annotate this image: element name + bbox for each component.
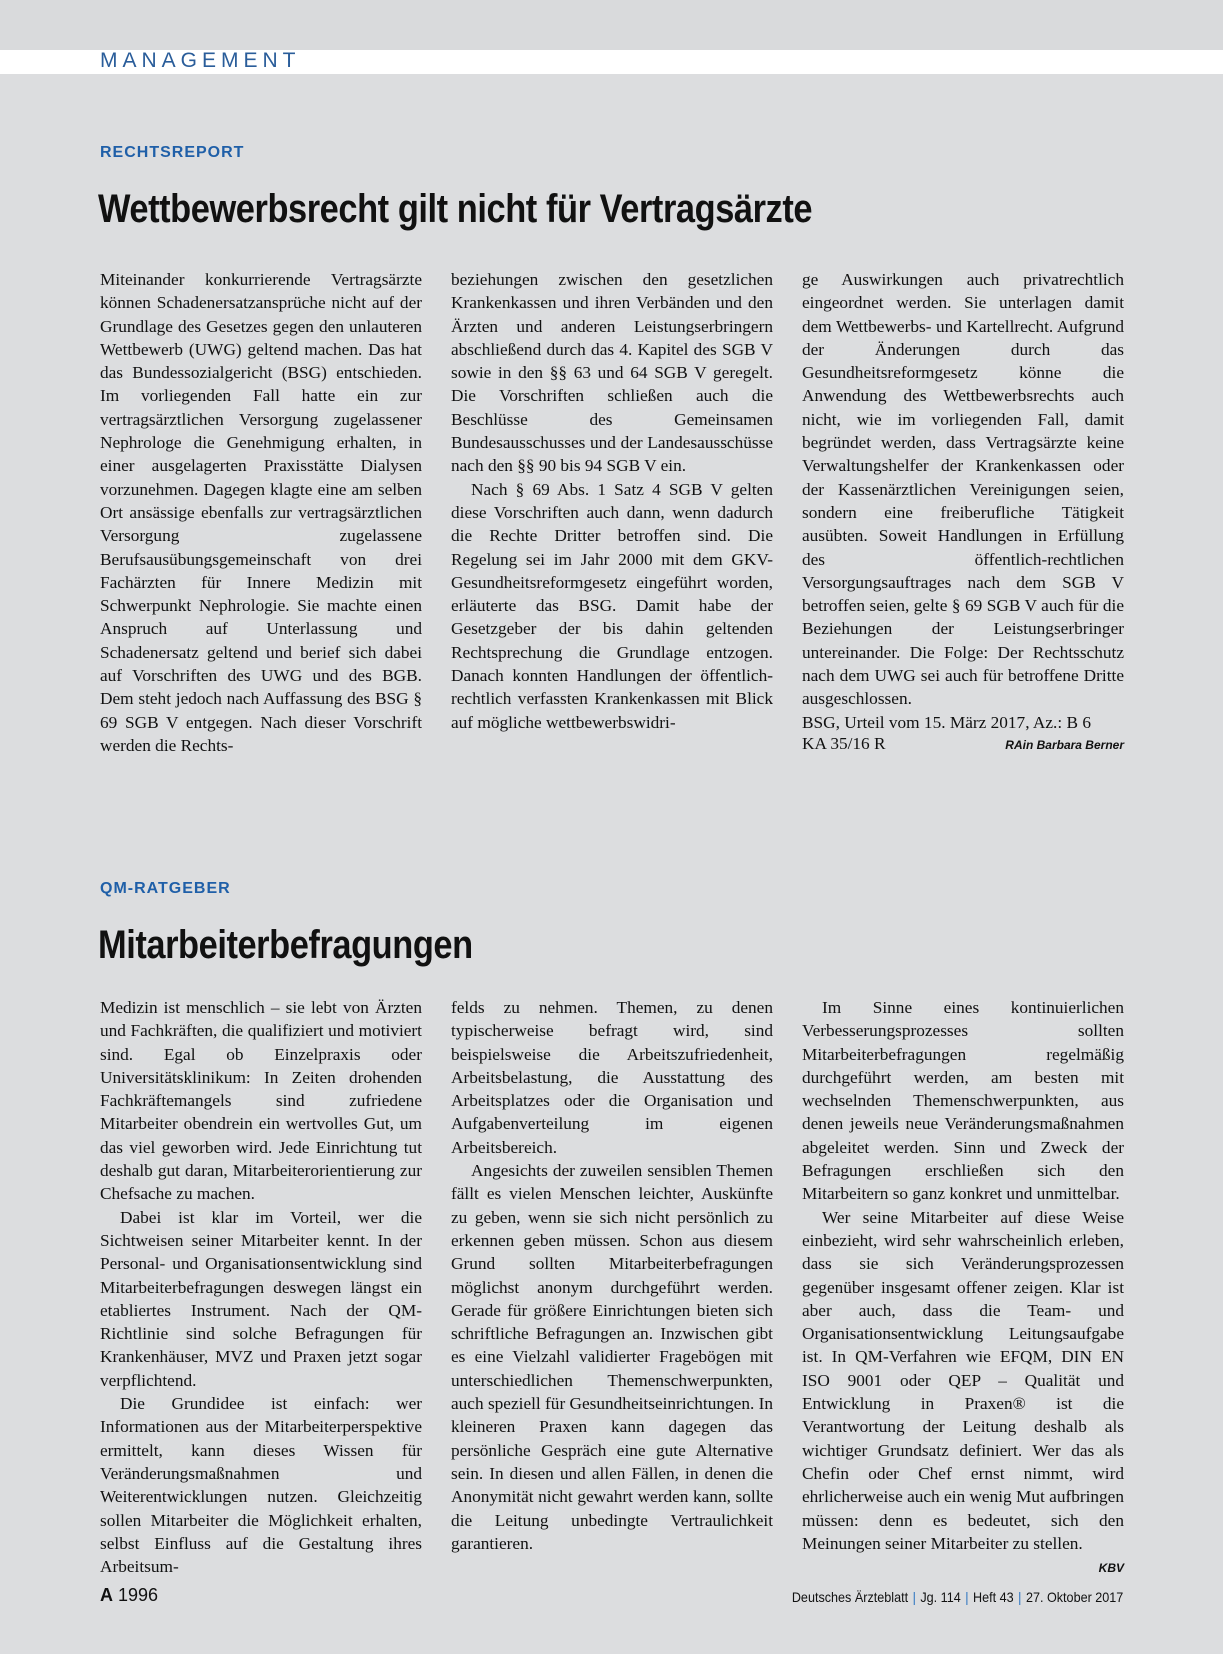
- article2-column-2: [451, 996, 773, 1578]
- journal-issue: Heft 43: [972, 1589, 1014, 1605]
- article1-kicker: RECHTSREPORT: [100, 144, 245, 161]
- article2-column-1: [100, 996, 422, 1578]
- reference-line-b: KA 35/16 R: [802, 733, 886, 753]
- paragraph: Nach § 69 Abs. 1 Satz 4 SGB V gelten diese Vorschriften auch dann, wenn dadurch die Rechte Dritter betroffen sind. Die Regelung sei im Jahr 2000 mit dem GKV-Gesundheitsreformgesetz eingeführt worden, erläuterte das BSG. Damit habe der Gesetzgeber der bis dahin geltenden Rechtsprechung die Grundlage entzogen. Danach konnten Handlungen der öffentlich-rechtlich verfassten Krankenkassen mit Blick auf mögliche wettbewerbswidri-: [451, 479, 773, 732]
- article2-title: Mitarbeiterbefragungen: [98, 923, 473, 967]
- paragraph: Miteinander konkurrierende Vertragsärzte können Schadenersatzansprüche nicht auf der Grundlage des Gesetzes gegen den unlauteren Wettbewerb (UWG) geltend machen. Das hat das Bundessozialgericht (BSG) entschieden. Im vorliegenden Fall hatte ein zur vertragsärztlichen Versorgung zugelassener Nephrologe die Genehmigung erhalten, in einer ausgelagerten Praxisstätte Dialysen vorzunehmen. Dagegen klagte eine am selben Ort ansässige ebenfalls zur vertragsärztlichen Versorgung zugelassene Berufsausübungsgemeinschaft von drei Fachärzten für Innere Medizin mit Schwerpunkt Nephrologie. Sie machte einen Anspruch auf Unterlassung und Schadenersatz geltend und berief sich dabei auf Vorschriften des UWG und des BGB. Dem steht jedoch nach Auffassung des BSG § 69 SGB V entgegen. Nach dieser Vorschrift werden die Rechts-: [100, 270, 422, 755]
- page-number-value: 1996: [118, 1585, 159, 1605]
- article2-kicker: QM-RATGEBER: [100, 880, 231, 897]
- separator: |: [1017, 1589, 1022, 1605]
- paragraph: Im Sinne eines kontinuierlichen Verbesserungsprozesses sollten Mitarbeiterbefragungen regelmäßig durchgeführt werden, am besten mit wechselnden Themenschwerpunkten, aus denen jeweils neue Veränderungsmaßnahmen abgeleitet werden. Sinn und Zweck der Befragungen erschließen sich den Mitarbeitern so ganz konkret und unmittelbar.: [802, 998, 1124, 1204]
- paragraph: beziehungen zwischen den gesetzlichen Krankenkassen und ihren Verbänden und den Ärzten und anderen Leistungserbringern abschließend durch das 4. Kapitel des SGB V sowie in den §§ 63 und 64 SGB V geregelt. Die Vorschriften schließen auch die Beschlüsse des Gemeinsamen Bundesausschusses und der Landesausschüsse nach den §§ 90 bis 94 SGB V ein.: [451, 270, 773, 476]
- paragraph: Dabei ist klar im Vorteil, wer die Sichtweisen seiner Mitarbeiter kennt. In der Personal- und Organisationsentwicklung sind Mitarbeiterbefragungen deswegen längst ein etabliertes Instrument. Nach der QM-Richtlinie sind solche Befragungen für Krankenhäuser, MVZ und Praxen jetzt sogar verpflichtend.: [100, 1207, 422, 1390]
- article2-body: [100, 996, 1124, 1578]
- journal-name: Deutsches Ärzteblatt: [791, 1589, 908, 1605]
- article1-author: RAin Barbara Berner: [1005, 737, 1124, 752]
- article1-title: Wettbewerbsrecht gilt nicht für Vertragsärzte: [98, 187, 813, 231]
- separator: |: [912, 1589, 916, 1605]
- article2-column-3: [802, 996, 1124, 1578]
- journal-date: 27. Oktober 2017: [1025, 1589, 1123, 1605]
- page-prefix: A: [100, 1585, 113, 1605]
- article2-author: KBV: [1098, 1561, 1124, 1576]
- article1-body: [100, 268, 1124, 757]
- journal-volume: Jg. 114: [920, 1589, 961, 1605]
- article1-column-2: [451, 268, 773, 757]
- page-number: [100, 1585, 158, 1606]
- section-label: MANAGEMENT: [100, 49, 301, 72]
- paragraph: ge Auswirkungen auch privatrechtlich eingeordnet werden. Sie unterlagen damit dem Wettbewerbs- und Kartellrecht. Aufgrund der Änderungen durch das Gesundheitsreformgesetz könne die Anwendung des Wettbewerbsrechts auch nicht, wie im vorliegenden Fall, damit begründet werden, dass Vertragsärzte keine Verwaltungshelfer der Krankenkassen oder der Kassenärztlichen Vereinigungen seien, sondern eine freiberufliche Tätigkeit ausübten. Soweit Handlungen in Erfüllung des öffentlich-rechtlichen Versorgungsauftrages nach dem SGB V betroffen seien, gelte § 69 SGB V auch für die Beziehungen der Leistungserbringer untereinander. Die Folge: Der Rechtsschutz nach dem UWG sei auch für betroffene Dritte ausgeschlossen.: [802, 270, 1124, 709]
- article1-column-1: [100, 268, 422, 757]
- article1-column-3: [802, 268, 1124, 757]
- paragraph: Angesichts der zuweilen sensiblen Themen fällt es vielen Menschen leichter, Auskünfte zu geben, wenn sie sich nicht persönlich zu erkennen geben müssen. Schon aus diesem Grund sollten Mitarbeiterbefragungen möglichst anonym durchgeführt werden. Gerade für größere Einrichtungen bieten sich schriftliche Befragungen an. Inzwischen gibt es eine Vielzahl validierter Fragebögen mit unterschiedlichen Themenschwerpunkten, auch speziell für Gesundheitseinrichtungen. In kleineren Praxen kann dagegen das persönliche Gespräch eine gute Alternative sein. In diesen und allen Fällen, in denen die Anonymität nicht gewahrt werden kann, sollte die Leitung unbedingte Vertraulichkeit garantieren.: [451, 1161, 773, 1553]
- paragraph: Die Grundidee ist einfach: wer Informationen aus der Mitarbeiterperspektive ermittelt, kann dieses Wissen für Veränderungsmaßnahmen und Weiterentwicklungen nutzen. Gleichzeitig sollen Mitarbeiter die Möglichkeit erhalten, selbst Einfluss auf die Gestaltung ihres Arbeitsum-: [100, 1394, 422, 1577]
- paragraph: Wer seine Mitarbeiter auf diese Weise einbezieht, wird sehr wahrscheinlich erleben, dass sie sich Veränderungsprozessen gegenüber insgesamt offener zeigen. Klar ist aber auch, dass die Team- und Organisationsentwicklung Leitungsaufgabe ist. In QM-Verfahren wie EFQM, DIN EN ISO 9001 oder QEP – Qualität und Entwicklung in Praxen® ist die Verantwortung der Leitung deshalb als wichtiger Grundsatz definiert. Wer das als Chefin oder Chef ernst nimmt, wird ehrlicherweise auch ein wenig Mut aufbringen müssen: denn es bedeutet, sich den Meinungen seiner Mitarbeiter zu stellen.: [802, 1207, 1124, 1553]
- journal-info: [792, 1589, 1123, 1605]
- paragraph: Medizin ist menschlich – sie lebt von Ärzten und Fachkräften, die qualifiziert und motiviert sind. Egal ob Einzelpraxis oder Universitätsklinikum: In Zeiten drohenden Fachkräftemangels sind zufriedene Mitarbeiter obendrein ein wertvolles Gut, um das viel geworben wird. Jede Einrichtung tut deshalb gut daran, Mitarbeiterorientierung zur Chefsache zu machen.: [100, 998, 422, 1204]
- paragraph: felds zu nehmen. Themen, zu denen typischerweise befragt wird, sind beispielsweise die Arbeitszufriedenheit, Arbeitsbelastung, die Ausstattung des Arbeitsplatzes oder die Organisation und Aufgabenverteilung im eigenen Arbeitsbereich.: [451, 998, 773, 1157]
- reference-line-a: BSG, Urteil vom 15. März 2017, Az.: B 6: [802, 712, 1091, 732]
- top-band: [0, 0, 1223, 50]
- separator: |: [964, 1589, 969, 1605]
- reference-row: [802, 734, 1124, 754]
